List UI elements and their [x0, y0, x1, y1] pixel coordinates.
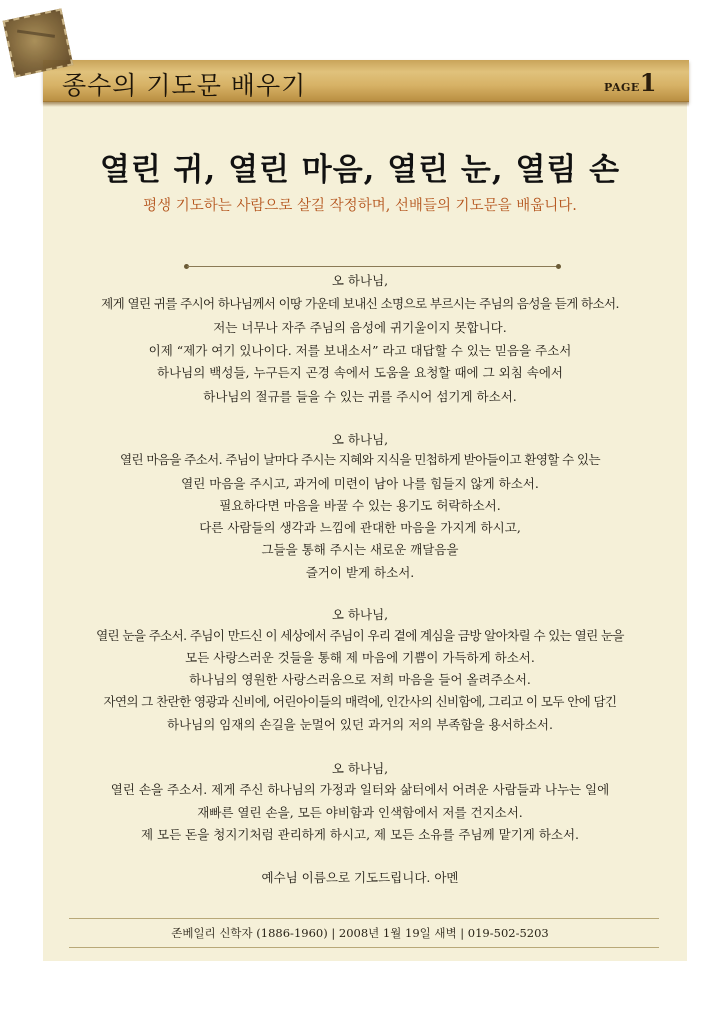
footer-divider-top [69, 918, 659, 919]
page-number: 1 [639, 68, 657, 97]
prayer-line: 하나님의 절규를 들을 수 있는 귀를 주시어 섬기게 하소서. [203, 389, 517, 404]
footer-divider-bottom [69, 947, 659, 948]
prayer-line: 모든 사랑스러운 것들을 통해 제 마음에 기쁨이 가득하게 하소서. [185, 650, 535, 665]
prayer-line: 오 하나님, [331, 432, 389, 447]
prayer-line: 재빠른 열린 손을, 모든 야비함과 인색함에서 저를 건지소서. [197, 805, 523, 820]
prayer-line: 열린 눈을 주소서. 주님이 만드신 이 세상에서 주님이 우리 곁에 계심을 금방 알아차릴 수 있는 열린 눈을 [96, 628, 624, 643]
prayer-line: 오 하나님, [331, 761, 389, 776]
footer-credit: 존베일리 신학자 (1886-1960) | 2008년 1월 19일 새벽 | 019-502-5203 [171, 926, 549, 940]
page-title: 열린 귀, 열린 마음, 열린 눈, 열림 손 [99, 152, 621, 188]
prayer-line: 열린 마음을 주소서. 주님이 날마다 주시는 지혜와 지식을 민첩하게 받아들이고 환영할 수 있는 [120, 452, 600, 467]
prayer-line: 필요하다면 마음을 바꿀 수 있는 용기도 허락하소서. [219, 498, 501, 513]
prayer-line: 하나님의 영원한 사랑스러움으로 저희 마음을 들어 올려주소서. [189, 672, 531, 687]
page-subtitle: 평생 기도하는 사람으로 살길 작정하며, 선배들의 기도문을 배웁니다. [143, 198, 577, 214]
prayer-line: 이제 “제가 여기 있나이다. 저를 보내소서” 라고 대답할 수 있는 믿음을 주소서 [148, 343, 572, 358]
prayer-line: 제 모든 돈을 청지기처럼 관리하게 하시고, 제 모든 소유를 주님께 맡기게 하소서. [140, 827, 580, 842]
ornament-divider [187, 266, 559, 267]
prayer-line: 즐거이 받게 하소서. [305, 565, 415, 580]
prayer-line: 오 하나님, [331, 273, 389, 288]
prayer-line: 자연의 그 찬란한 영광과 신비에, 어린아이들의 매력에, 인간사의 신비함에, 그리고 이 모두 안에 담긴 [103, 694, 617, 709]
page-label: PAGE [604, 81, 640, 94]
prayer-line: 제게 열린 귀를 주시어 하나님께서 이땅 가운데 보내신 소명으로 부르시는 주님의 음성을 듣게 하소서. [101, 296, 619, 311]
prayer-line: 열린 마음을 주시고, 과거에 미련이 남아 나를 힘들지 않게 하소서. [181, 476, 539, 491]
prayer-line: 다른 사람들의 생각과 느낌에 관대한 마음을 가지게 하시고, [199, 520, 521, 535]
prayer-line: 그들을 통해 주시는 새로운 깨달음을 [261, 542, 459, 557]
page-indicator [604, 68, 657, 97]
prayer-line: 하나님의 백성들, 누구든지 곤경 속에서 도움을 요청할 때에 그 외침 속에서 [157, 365, 563, 380]
prayer-closing: 예수님 이름으로 기도드립니다. 아멘 [261, 870, 459, 885]
prayer-line: 오 하나님, [331, 607, 389, 622]
prayer-line: 열린 손을 주소서. 제게 주신 하나님의 가정과 일터와 삶터에서 어려운 사람들과 나누는 일에 [110, 782, 610, 797]
prayer-line: 하나님의 임재의 손길을 눈멀어 있던 과거의 저의 부족함을 용서하소서. [167, 717, 553, 732]
header-title: 종수의 기도문 배우기 [62, 71, 307, 100]
prayer-line: 저는 너무나 자주 주님의 음성에 귀기울이지 못합니다. [213, 320, 507, 335]
ornament-dot [556, 264, 561, 269]
